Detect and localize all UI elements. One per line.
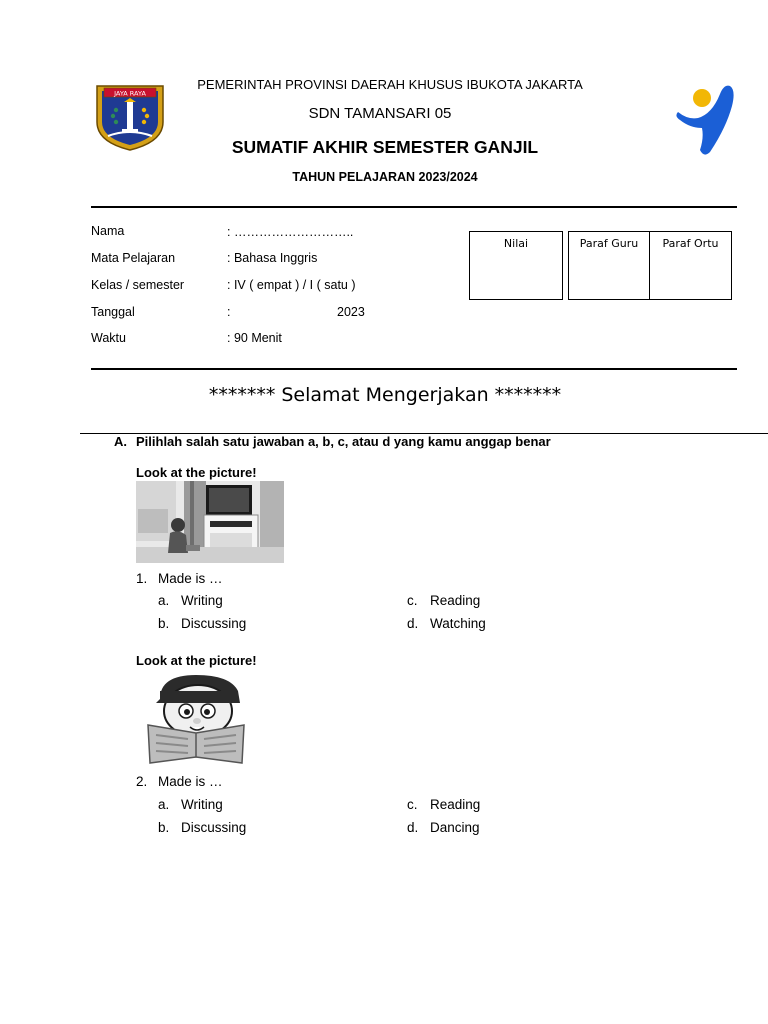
question-1-text: Made is …	[158, 571, 223, 586]
class-semester-label: Kelas / semester	[91, 278, 185, 292]
nilai-box[interactable]	[469, 231, 563, 300]
name-field[interactable]: : ………………………..	[227, 225, 354, 239]
school-name: SDN TAMANSARI 05	[308, 105, 452, 122]
option-text: Discussing	[181, 820, 247, 835]
class-semester-value: : IV ( empat ) / I ( satu )	[227, 278, 356, 292]
paraf-guru-cell[interactable]: Paraf Guru	[569, 232, 650, 299]
option-letter: c.	[407, 797, 418, 812]
option-text: Watching	[430, 616, 486, 631]
name-label: Nama	[91, 224, 125, 238]
option-letter: b.	[158, 616, 170, 631]
svg-text:JAYA RAYA: JAYA RAYA	[114, 89, 146, 98]
section-text: Pilihlah salah satu jawaban a, b, c, atau d yang kamu anggap benar	[136, 434, 551, 449]
subject-label: Mata Pelajaran	[91, 251, 176, 265]
header-divider	[91, 206, 737, 208]
question-2	[136, 774, 223, 789]
option-letter: b.	[158, 820, 170, 835]
date-year: 2023	[337, 305, 365, 319]
option-text: Dancing	[430, 820, 480, 835]
question-1-number: 1.	[136, 571, 148, 586]
paraf-ortu-cell[interactable]: Paraf Ortu	[662, 237, 719, 250]
option-2b[interactable]	[158, 820, 246, 835]
option-2c[interactable]	[407, 797, 480, 812]
option-1a[interactable]	[158, 593, 223, 608]
section-number: A.	[114, 434, 127, 449]
option-letter: c.	[407, 593, 418, 608]
paraf-box	[568, 231, 732, 300]
exam-title: SUMATIF AKHIR SEMESTER GANJIL	[231, 137, 539, 157]
option-letter: d.	[407, 820, 419, 835]
option-text: Writing	[181, 797, 223, 812]
option-text: Writing	[181, 593, 223, 608]
look-prompt-2: Look at the picture!	[136, 653, 257, 668]
option-letter: d.	[407, 616, 419, 631]
question-1	[136, 571, 223, 586]
option-1d[interactable]	[407, 616, 486, 631]
academic-year: TAHUN PELAJARAN 2023/2024	[292, 170, 478, 184]
option-text: Discussing	[181, 616, 247, 631]
date-label: Tanggal	[91, 305, 135, 319]
option-text: Reading	[430, 593, 481, 608]
time-label: Waktu	[91, 331, 126, 345]
jakarta-crest-logo	[94, 82, 166, 152]
time-value: : 90 Menit	[227, 331, 282, 345]
identity-divider	[91, 368, 737, 370]
question-2-picture	[146, 673, 246, 765]
section-a-instruction	[114, 434, 551, 449]
option-text: Reading	[430, 797, 481, 812]
greeting-banner: ******* Selamat Mengerjakan *******	[208, 384, 562, 406]
brand-figure-logo	[672, 80, 738, 158]
option-1c[interactable]	[407, 593, 480, 608]
option-2d[interactable]	[407, 820, 480, 835]
question-2-text: Made is …	[158, 774, 223, 789]
question-2-number: 2.	[136, 774, 148, 789]
option-2a[interactable]	[158, 797, 223, 812]
option-letter: a.	[158, 593, 170, 608]
question-1-picture	[136, 481, 284, 563]
government-heading: PEMERINTAH PROVINSI DAERAH KHUSUS IBUKOTA JAKARTA	[197, 77, 583, 92]
nilai-header: Nilai	[503, 237, 529, 250]
date-field[interactable]: :	[227, 305, 231, 319]
look-prompt-1: Look at the picture!	[136, 465, 257, 480]
option-1b[interactable]	[158, 616, 246, 631]
subject-value: : Bahasa Inggris	[227, 251, 318, 265]
option-letter: a.	[158, 797, 170, 812]
